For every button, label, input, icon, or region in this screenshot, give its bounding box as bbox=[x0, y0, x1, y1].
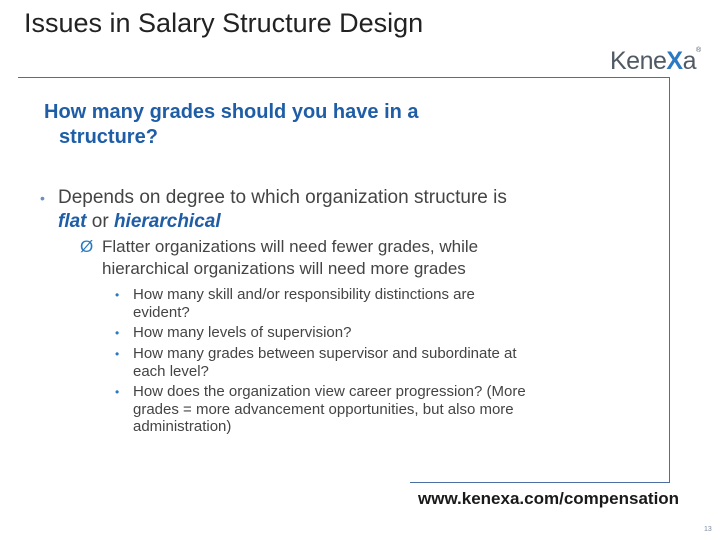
list-item bbox=[115, 324, 615, 342]
list-item bbox=[115, 383, 615, 435]
bullet-marker: • bbox=[115, 288, 120, 302]
subbullet-line-1: How many grades between supervisor and subordinate at bbox=[133, 345, 517, 362]
arrow-bullet-icon: Ø bbox=[80, 237, 94, 256]
bullet-1-or: or bbox=[86, 211, 114, 232]
logo-x: X bbox=[666, 47, 683, 75]
bullet-level-3-list bbox=[115, 286, 615, 438]
subbullet-line-2: grades = more advancement opportunities, but also more bbox=[133, 401, 514, 418]
subbullet-line-2: evident? bbox=[133, 304, 190, 321]
header-divider bbox=[18, 77, 670, 78]
logo-text-post: a bbox=[682, 47, 696, 75]
website-link[interactable]: www.kenexa.com/compensation bbox=[418, 489, 680, 508]
subbullet-line-2: each level? bbox=[133, 363, 209, 380]
emphasis-hierarchical: hierarchical bbox=[113, 211, 221, 232]
subbullet-line-1: How does the organization view career progression? (More bbox=[133, 383, 526, 400]
list-item bbox=[115, 345, 615, 380]
bullet-marker: • bbox=[115, 385, 120, 399]
right-divider bbox=[669, 77, 670, 483]
emphasis-flat: flat bbox=[58, 211, 87, 232]
bullet-level-2 bbox=[80, 236, 580, 280]
heading-line-1: How many grades should you have in a bbox=[44, 101, 419, 123]
subbullet-line-1: How many levels of supervision? bbox=[133, 324, 352, 341]
footer-divider bbox=[410, 482, 670, 483]
slide-title: Issues in Salary Structure Design bbox=[24, 8, 424, 38]
page-number: 13 bbox=[704, 526, 712, 533]
bullet-2-line-1: Flatter organizations will need fewer grades, while bbox=[102, 237, 479, 256]
subbullet-line-3: administration) bbox=[133, 418, 232, 435]
bullet-marker: • bbox=[40, 190, 45, 206]
bullet-level-1 bbox=[40, 186, 600, 234]
bullet-marker: • bbox=[115, 326, 120, 340]
subbullet-line-1: How many skill and/or responsibility distinctions are bbox=[133, 286, 475, 303]
bullet-1-line-1: Depends on degree to which organization structure is bbox=[58, 187, 507, 208]
section-heading bbox=[44, 100, 514, 150]
kenexa-logo bbox=[610, 47, 701, 76]
logo-trademark: ® bbox=[695, 47, 701, 54]
list-item bbox=[115, 286, 615, 321]
logo-text-pre: Kene bbox=[610, 47, 667, 75]
heading-line-2: structure? bbox=[59, 126, 158, 148]
bullet-marker: • bbox=[115, 347, 120, 361]
bullet-2-line-2: hierarchical organizations will need more grades bbox=[102, 259, 466, 278]
